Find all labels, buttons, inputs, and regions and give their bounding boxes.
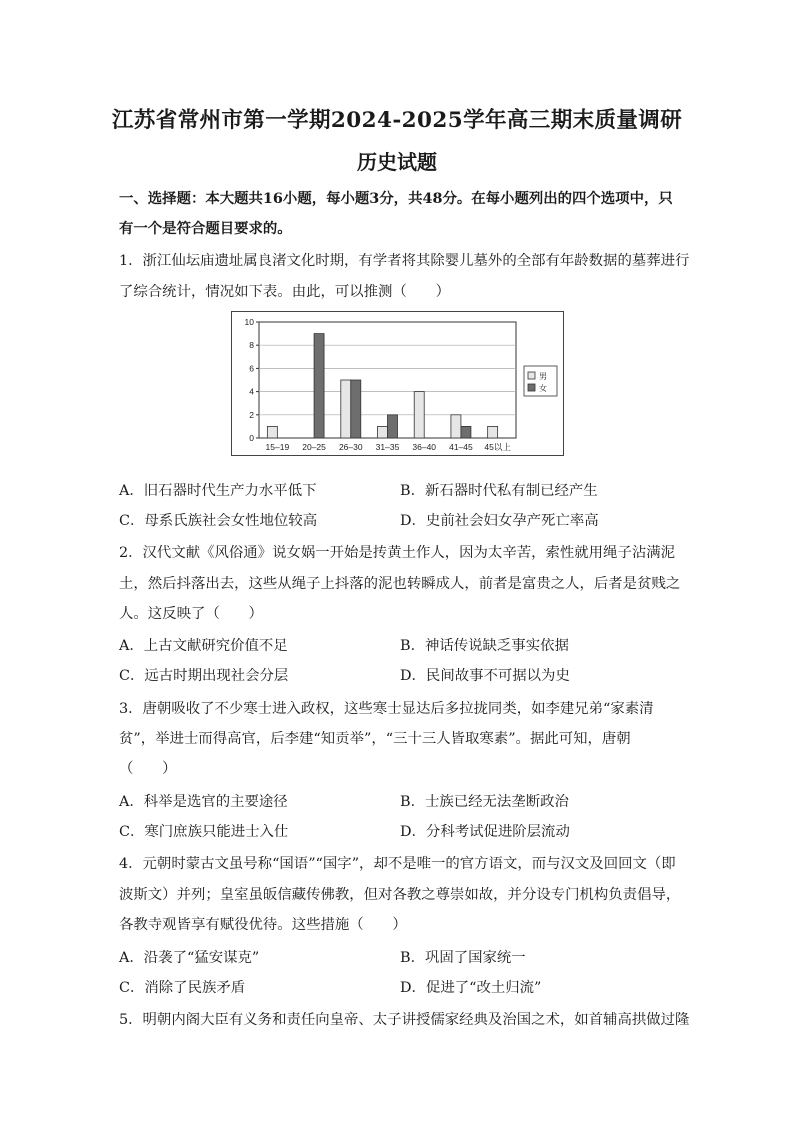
x-tick-label-4: 36–40	[412, 442, 437, 452]
question-4-option-c[interactable]: C．消除了民族矛盾	[119, 980, 246, 996]
question-3-line-1: 3．唐朝吸收了不少寒士进入政权，这些寒士显达后多拉拢同类，如李建兄弟“家素清	[119, 701, 654, 717]
exam-subtitle: 历史试题	[357, 150, 437, 174]
question-1-line-1: 1．浙江仙坛庙遗址属良渚文化时期，有学者将其除婴儿墓外的全部有年龄数据的墓葬进行	[119, 253, 690, 269]
exam-title: 江苏省常州市第一学期2024-2025学年高三期末质量调研	[111, 108, 683, 133]
question-4-option-d[interactable]: D．促进了“改土归流”	[400, 980, 542, 996]
x-tick-label-3: 31–35	[375, 442, 400, 452]
question-2-line-3: 人。这反映了（ ）	[119, 606, 263, 622]
section-instruction-line-1: 一、选择题：本大题共16小题，每小题3分，共48分。在每小题列出的四个选项中，只	[119, 190, 673, 207]
question-1-option-a[interactable]: A．旧石器时代生产力水平低下	[119, 483, 317, 499]
x-tick-label-1: 20–25	[302, 442, 326, 452]
legend-swatch-1	[528, 384, 535, 391]
question-2-option-a[interactable]: A．上古文献研究价值不足	[119, 638, 288, 654]
x-tick-label-0: 15–19	[265, 442, 290, 452]
bar-男-2	[341, 380, 351, 438]
question-2-line-2: 土，然后抖落出去，这些从绳子上抖落的泥也转瞬成人，前者是富贵之人，后者是贫贱之	[119, 576, 681, 592]
question-2-option-c[interactable]: C．远古时期出现社会分层	[119, 668, 289, 684]
question-1-option-d[interactable]: D．史前社会妇女孕产死亡率高	[400, 513, 599, 529]
question-4-option-b[interactable]: B．巩固了国家统一	[400, 950, 526, 966]
legend-label-1: 女	[539, 384, 547, 393]
question-1-option-c[interactable]: C．母系氏族社会女性地位较高	[119, 513, 318, 529]
bar-男-5	[451, 415, 461, 438]
question-3-option-c[interactable]: C．寒门庶族只能进士入仕	[119, 824, 289, 840]
question-1-line-2: 了综合统计，情况如下表。由此，可以推测（ ）	[119, 284, 450, 300]
question-4-line-2: 波斯文）并列；皇室虽皈信藏传佛教，但对各教之尊崇如故，并分设专门机构负责倡导，	[119, 887, 681, 903]
question-3-line-2: 贫”，举进士而得高官，后李建“知贡举”，“三十三人皆取寒素”。据此可知，唐朝	[119, 731, 631, 747]
question-2-option-d[interactable]: D．民间故事不可据以为史	[400, 668, 570, 684]
bar-女-5	[461, 426, 471, 438]
x-tick-label-6: 45以上	[484, 442, 511, 452]
question-2-option-b[interactable]: B．神话传说缺乏事实依据	[400, 638, 569, 654]
question-3-option-a[interactable]: A．科举是选官的主要途径	[119, 794, 288, 810]
question-4-line-1: 4．元朝时蒙古文虽号称“国语”“国字”，却不是唯一的官方语文，而与汉文及回回文（即	[119, 856, 676, 872]
question-1-chart	[231, 311, 564, 456]
question-4-option-a[interactable]: A．沿袭了“猛安谋克”	[119, 950, 260, 966]
question-3-line-3: （ ）	[119, 761, 177, 777]
bar-女-3	[388, 415, 398, 438]
question-1-option-b[interactable]: B．新石器时代私有制已经产生	[400, 483, 598, 499]
question-3-option-d[interactable]: D．分科考试促进阶层流动	[400, 824, 570, 840]
bar-男-3	[378, 426, 388, 438]
y-tick-label-2: 4	[249, 386, 254, 397]
legend-label-0: 男	[539, 372, 547, 381]
y-tick-label-1: 2	[249, 409, 254, 420]
y-tick-label-4: 8	[249, 340, 254, 351]
section-instruction-line-2: 有一个是符合题目要求的。	[119, 220, 292, 237]
question-3-option-b[interactable]: B．士族已经无法垄断政治	[400, 794, 569, 810]
bar-男-6	[488, 426, 498, 438]
y-tick-label-0: 0	[249, 433, 254, 443]
x-tick-label-2: 26–30	[338, 442, 363, 452]
y-tick-label-5: 10	[244, 317, 254, 327]
question-4-line-3: 各教寺观皆享有赋役优待。这些措施（ ）	[119, 917, 407, 933]
bar-女-1	[314, 334, 324, 438]
bar-男-0	[267, 426, 277, 438]
bar-男-4	[414, 392, 424, 438]
question-2-line-1: 2．汉代文献《风俗通》说女娲一开始是抟黄土作人，因为太辛苦，索性就用绳子沾满泥	[119, 545, 676, 561]
y-tick-label-3: 6	[249, 363, 254, 374]
bar-女-2	[351, 380, 361, 438]
legend-swatch-0	[528, 372, 535, 379]
question-5-line-1: 5．明朝内阁大臣有义务和责任向皇帝、太子讲授儒家经典及治国之术，如首辅高拱做过隆	[119, 1012, 690, 1028]
x-tick-label-5: 41–45	[449, 442, 473, 452]
bar-chart	[232, 312, 563, 455]
